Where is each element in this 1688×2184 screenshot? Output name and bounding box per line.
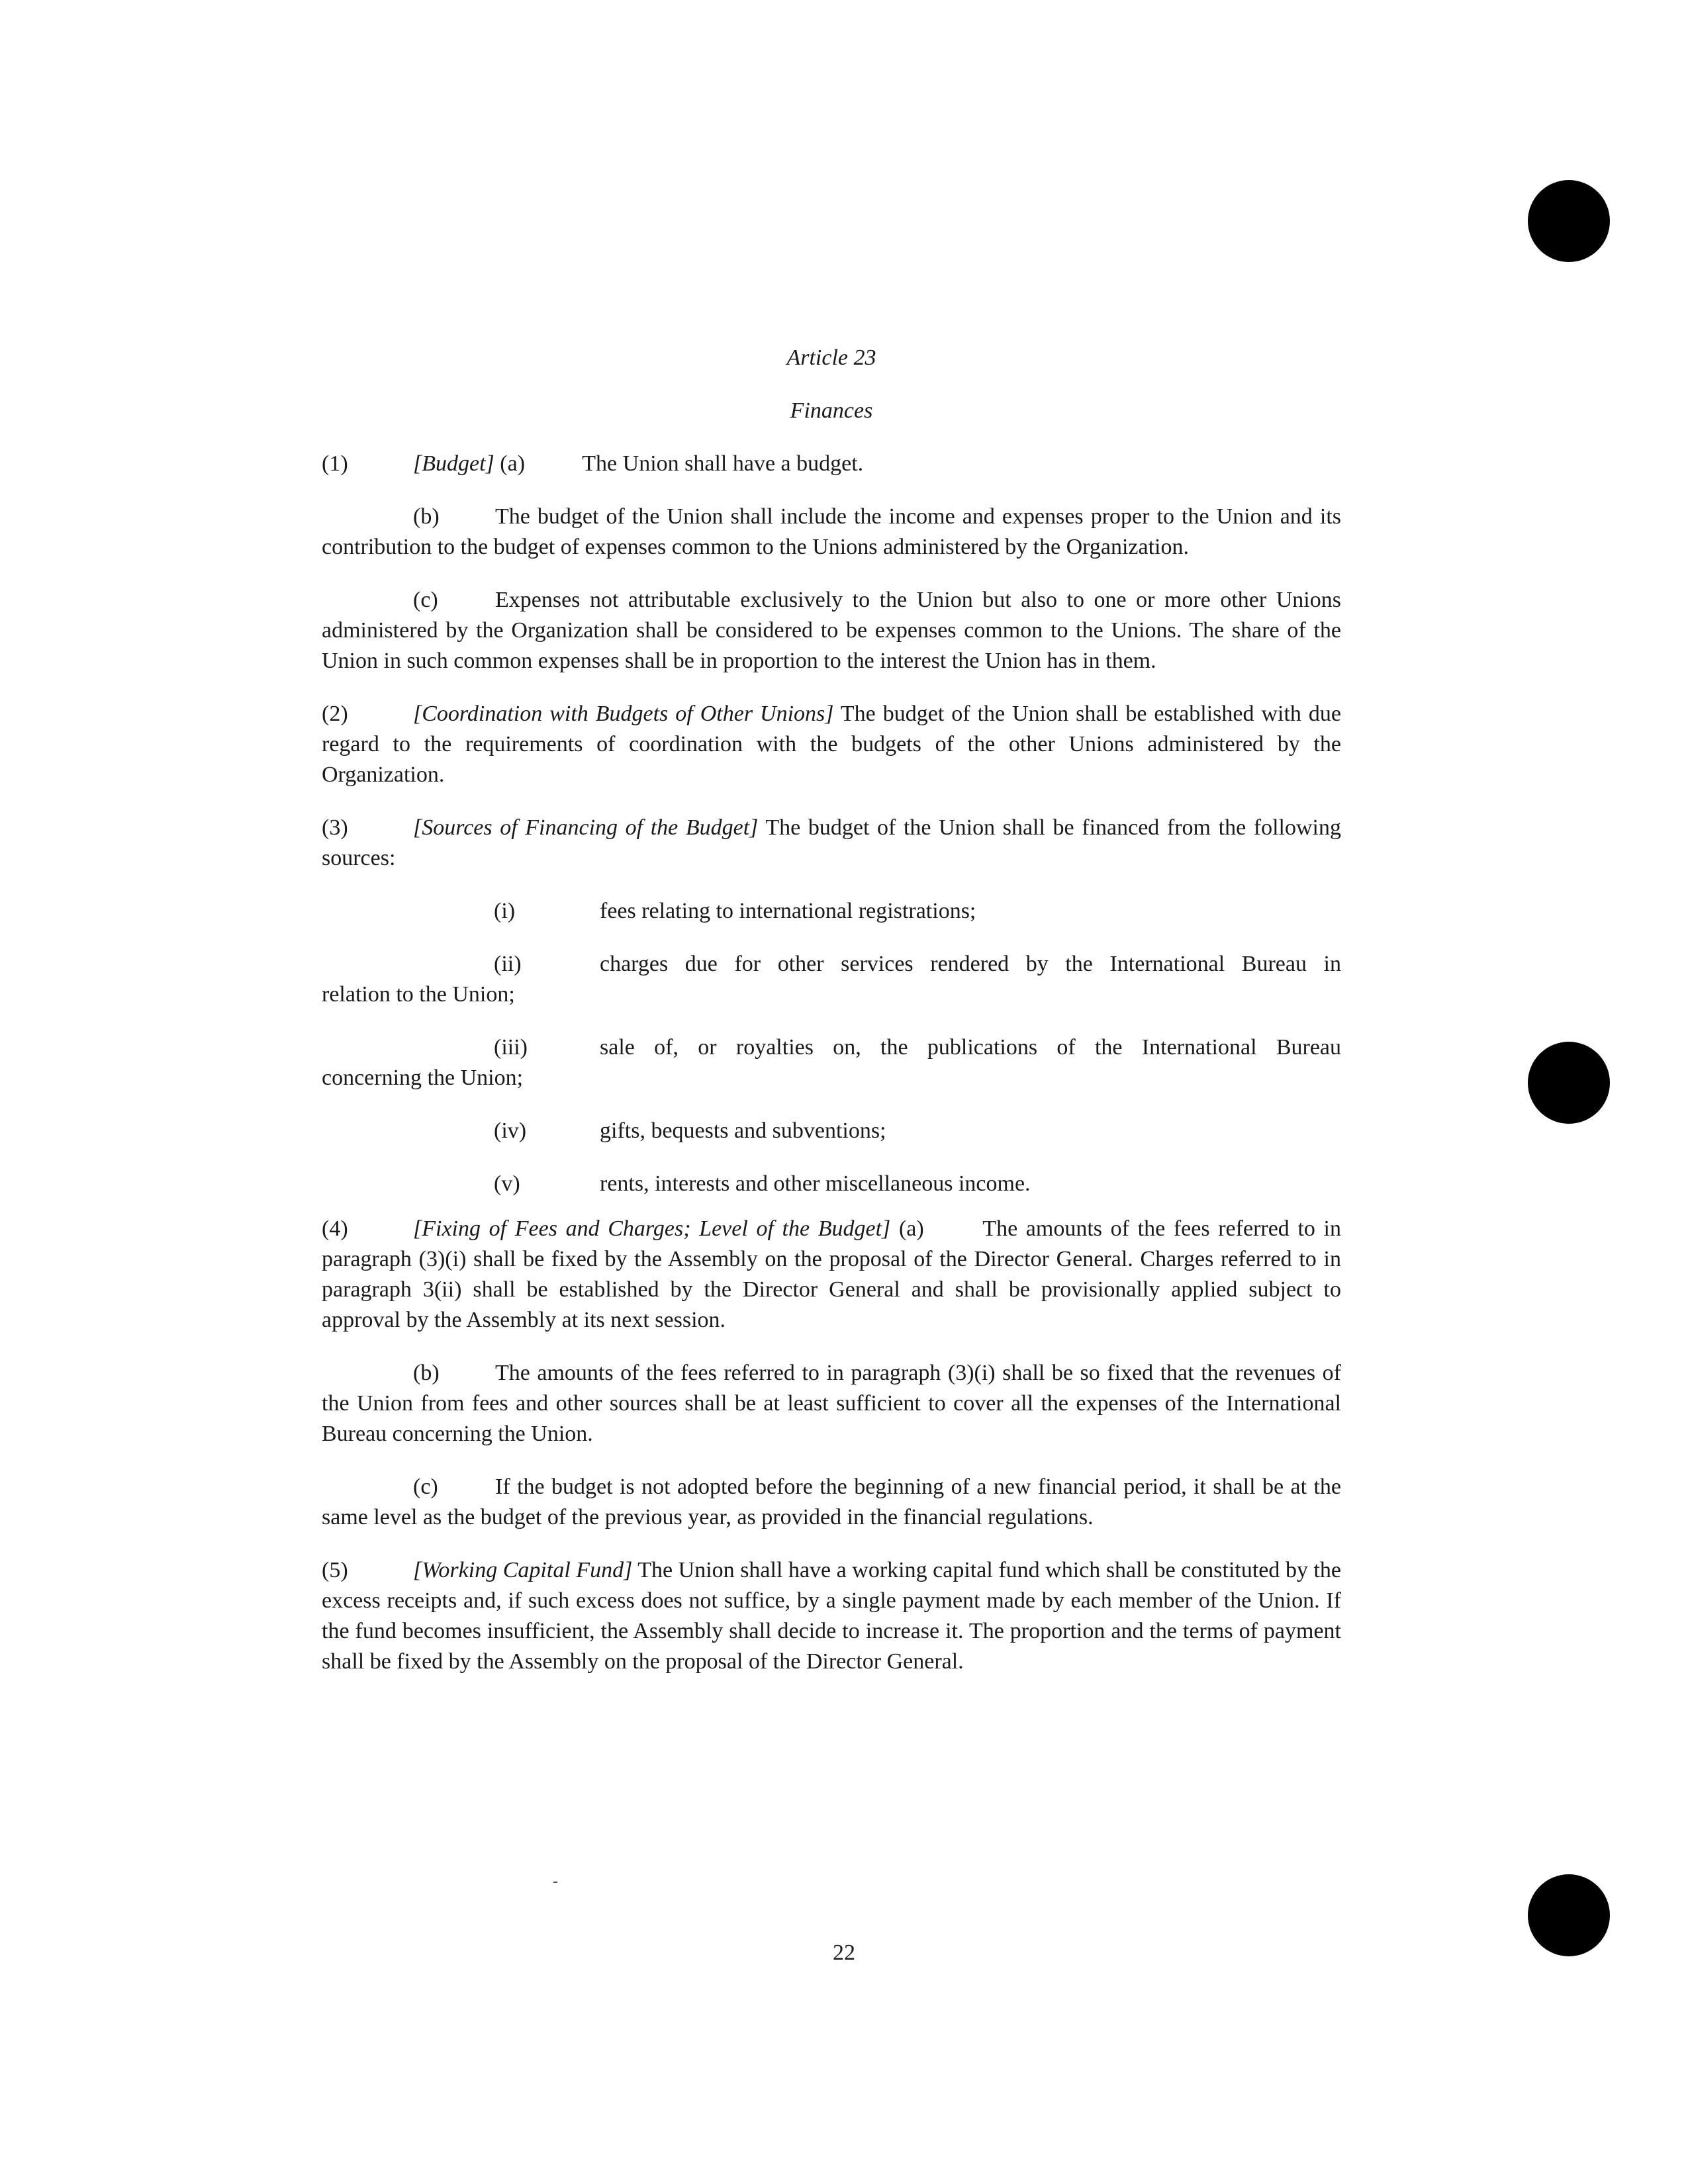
subparagraph-letter: (b) — [413, 1361, 440, 1385]
scan-speck — [553, 1882, 557, 1883]
paragraph-number: (4) — [322, 1216, 348, 1241]
paragraph-number: (1) — [322, 451, 348, 476]
item-text: sale of, or royalties on, the publications of the International Bureau — [600, 1035, 1341, 1060]
paragraph-number: (3) — [322, 815, 348, 840]
paragraph-tag: [Sources of Financing of the Budget] — [413, 815, 759, 840]
list-item — [322, 1169, 1341, 1199]
item-text: fees relating to international registrations; — [600, 899, 976, 923]
paragraph-text: The budget of the Union shall be financed from the following sources: — [322, 815, 1341, 870]
item-number: (iii) — [494, 1035, 528, 1060]
paragraph-text: The Union shall have a working capital fund which shall be constituted by the excess receipts and, if such excess does not suffice, by a single payment made by each member of the Union. If the fund becomes insufficient, the Assembly shall decide to increase it. The proportion and the terms of payment shall be fixed by the Assembly on the proposal of the Director General. — [322, 1558, 1342, 1674]
paragraph-text: The budget of the Union shall be established with due regard to the requirements of coordination with the budgets of the other Unions administered by the Organization. — [322, 702, 1341, 787]
paragraph-5 — [322, 1555, 1341, 1677]
paragraph-text: The amounts of the fees referred to in paragraph (3)(i) shall be so fixed that the revenues of the Union from fees and other sources shall be at least sufficient to cover all the expenses of the International Bureau concerning the Union. — [322, 1361, 1341, 1446]
paragraph-text: The Union shall have a budget. — [582, 451, 864, 476]
sources-list — [322, 896, 1341, 1199]
item-number: (i) — [494, 899, 516, 923]
paragraph-tag: [Fixing of Fees and Charges; Level of the Budget] — [413, 1216, 891, 1241]
paragraph-number: (5) — [322, 1558, 348, 1582]
subparagraph-letter: (c) — [413, 588, 438, 612]
paragraph-1b — [322, 502, 1341, 563]
paragraph-1a — [322, 449, 1341, 479]
paragraph-3 — [322, 813, 1341, 874]
paragraph-text: Expenses not attributable exclusively to the Union but also to one or more other Unions administered by the Organization shall be considered to be expenses common to the Unions. The share of the Union in such common expenses shall be in proportion to the interest the Union has in them. — [322, 588, 1341, 673]
article-title: Article 23 — [786, 345, 876, 370]
page-number: 22 — [833, 1940, 855, 1965]
paragraph-text: The amounts of the fees referred to in paragraph (3)(i) shall be fixed by the Assembly on the proposal of the Director General. Charges referred to in paragraph 3(ii) shall be established by the Director General and shall be provisionally applied subject to approval by the Assembly at its next session. — [322, 1216, 1342, 1332]
list-item — [322, 1032, 1341, 1063]
subparagraph-letter: (b) — [413, 504, 440, 529]
paragraph-text: The budget of the Union shall include the income and expenses proper to the Union and its contribution to the budget of expenses common to the Unions administered by the Organization. — [322, 504, 1341, 559]
paragraph-tag: [Budget] — [413, 451, 494, 476]
paragraph-number: (2) — [322, 702, 348, 726]
subparagraph-letter: (c) — [413, 1475, 438, 1499]
subparagraph-letter: (a) — [500, 451, 526, 476]
item-number: (v) — [494, 1171, 520, 1196]
article-subtitle: Finances — [790, 398, 873, 423]
item-number: (ii) — [494, 952, 522, 976]
item-number: (iv) — [494, 1118, 527, 1143]
item-text: rents, interests and other miscellaneous income. — [600, 1171, 1031, 1196]
document-page — [322, 338, 1341, 1677]
paragraph-1c — [322, 585, 1341, 676]
list-item — [322, 1116, 1341, 1146]
paragraph-4b — [322, 1358, 1341, 1449]
list-item — [322, 896, 1341, 927]
item-text: gifts, bequests and subventions; — [600, 1118, 886, 1143]
paragraph-4c — [322, 1472, 1341, 1533]
paragraph-tag: [Coordination with Budgets of Other Unions] — [413, 702, 834, 726]
paragraph-tag: [Working Capital Fund] — [413, 1558, 633, 1582]
paragraph-text: If the budget is not adopted before the beginning of a new financial period, it shall be at the same level as the budget of the previous year, as provided in the financial regulations. — [322, 1475, 1341, 1529]
item-text: charges due for other services rendered by the International Bureau in — [600, 952, 1341, 976]
punch-hole-top — [1528, 180, 1610, 262]
subparagraph-letter: (a) — [898, 1216, 924, 1241]
item-continuation: relation to the Union; — [322, 982, 515, 1007]
list-item — [322, 949, 1341, 979]
item-continuation: concerning the Union; — [322, 1066, 524, 1090]
paragraph-4a — [322, 1214, 1341, 1336]
paragraph-2 — [322, 699, 1341, 790]
punch-hole-middle — [1528, 1042, 1610, 1124]
